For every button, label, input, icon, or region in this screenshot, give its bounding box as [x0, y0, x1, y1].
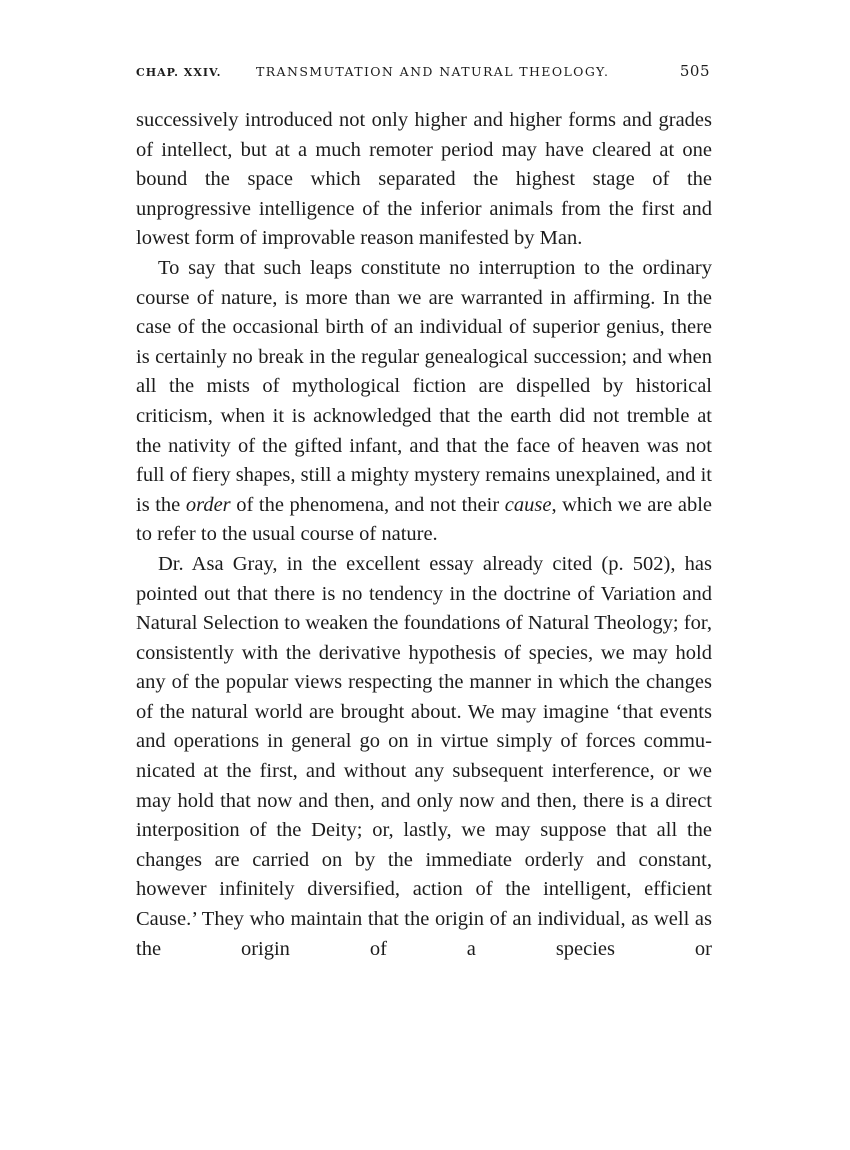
paragraph — [136, 106, 712, 254]
page-number: 505 — [679, 62, 710, 80]
italic-word: cause — [504, 493, 552, 516]
text-run: To say that such leaps constitute no interruption to the ordinary course of nature, is more than we are warranted in affirming. In the case of the occasional birth of an individual of superior genius, there is certainly no break in the regular genealogical succession; and when all the mists of mythological fiction are dispelled by historical criticism, when it is acknowledged that the earth did not tremble at the nativity of the gifted infant, and that the face of heaven was not full of fiery shapes, still a mighty mystery remains unexplained, and it is the — [136, 256, 712, 516]
chapter-number: CHAP. XXIV. — [136, 66, 222, 79]
paragraph — [136, 550, 712, 964]
text-run: Dr. Asa Gray, in the excellent essay already cited (p. 502), has pointed out that there is no tendency in the doctrine of Variation and Natural Selection to weaken the foundations of Natural Theology; for, consistently with the derivative hypothesis of species, we may hold any of the popular views respecting the manner in which the changes of the natural world are brought about. We may imagine ‘that events and operations in general go on in virtue simply of forces communicated at the first, and without any subsequent interference, or we may hold that now and then, and only now and then, there is a direct interposition of the Deity; or, lastly, we may suppose that all the changes are carried on by the immediate orderly and constant, however infinitely diversified, action of the intelligent, efficient Cause.’ They who maintain that the origin of an individual, as well as the origin of a species or — [136, 552, 712, 960]
text-run: of the phenomena, and not their — [230, 493, 505, 516]
paragraph — [136, 254, 712, 550]
text-run: , which we are able to refer to the usual course of nature. — [136, 493, 713, 546]
italic-word: order — [185, 493, 231, 516]
running-title: TRANSMUTATION AND NATURAL THEOLOGY. — [256, 64, 610, 79]
text-run: successively introduced not only higher and higher forms and grades of intellect, but at a much remoter period may have cleared at one bound the space which separated the highest stage of the unprogressive intelligence of the inferior animals from the first and lowest form of improvable reason manifested by Man. — [136, 109, 712, 250]
running-head — [136, 62, 710, 84]
body-text — [136, 106, 712, 964]
